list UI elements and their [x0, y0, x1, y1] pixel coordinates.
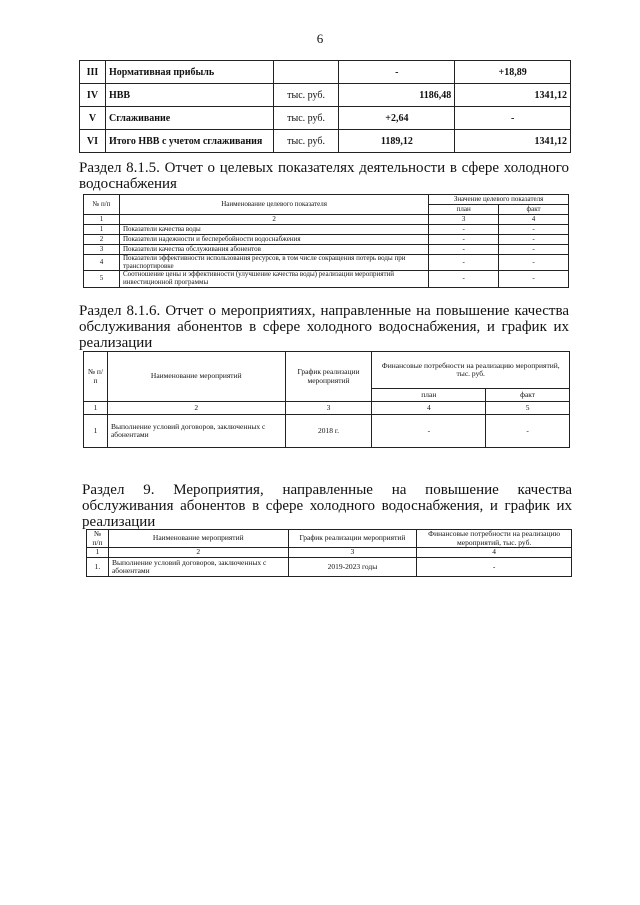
row-value-2: +18,89 [455, 61, 571, 84]
index-cell: 1 [84, 402, 108, 415]
row-number: III [80, 61, 106, 84]
header-schedule: График реализации мероприятий [285, 352, 372, 402]
row-name: Выполнение условий договоров, заключенных с абонентами [107, 415, 285, 448]
row-fact: - [499, 235, 569, 245]
row-fact: - [486, 415, 570, 448]
section-9-heading: Раздел 9. Мероприятия, направленные на повышение качества обслуживания абонентов в сфере холодного водоснабжения, и график их реализации [82, 482, 572, 530]
row-number: 1 [84, 415, 108, 448]
table-row [84, 235, 569, 245]
row-number: 4 [84, 255, 120, 271]
header-value: Значение целевого показателя [429, 195, 569, 205]
header-plan: план [429, 205, 499, 215]
index-cell: 4 [499, 215, 569, 225]
index-cell: 2 [119, 215, 428, 225]
row-fact: - [499, 271, 569, 287]
index-cell: 3 [288, 548, 417, 558]
index-cell: 1 [87, 548, 109, 558]
row-plan: - [429, 271, 499, 287]
row-plan: - [429, 245, 499, 255]
row-plan: - [429, 225, 499, 235]
table-row [84, 245, 569, 255]
index-cell: 1 [84, 215, 120, 225]
row-schedule: 2018 г. [285, 415, 372, 448]
row-name: Показатели качества воды [119, 225, 428, 235]
row-plan: - [429, 235, 499, 245]
row-unit: тыс. руб. [273, 130, 339, 153]
row-value-1: +2,64 [339, 107, 455, 130]
row-number: 3 [84, 245, 120, 255]
row-name: Сглаживание [105, 107, 273, 130]
header-plan: план [372, 389, 486, 402]
index-cell: 4 [372, 402, 486, 415]
header-fact: факт [499, 205, 569, 215]
row-number: V [80, 107, 106, 130]
index-cell: 3 [429, 215, 499, 225]
index-cell: 4 [417, 548, 572, 558]
row-value-2: 1341,12 [455, 130, 571, 153]
table-row [80, 130, 571, 153]
activities-report-table [83, 351, 570, 448]
header-name: Наименование мероприятий [107, 352, 285, 402]
row-plan: - [429, 255, 499, 271]
table-row [84, 255, 569, 271]
header-num: № п/п [84, 352, 108, 402]
index-cell: 5 [486, 402, 570, 415]
row-name: Показатели надежности и бесперебойности водоснабжения [119, 235, 428, 245]
table-row [80, 107, 571, 130]
index-cell: 2 [108, 548, 288, 558]
row-name: Выполнение условий договоров, заключенных с абонентами [108, 558, 288, 577]
index-row [87, 548, 572, 558]
row-fact: - [499, 225, 569, 235]
header-name: Наименование мероприятий [108, 530, 288, 548]
row-schedule: 2019-2023 годы [288, 558, 417, 577]
row-value-1: 1186,48 [339, 84, 455, 107]
row-number: 5 [84, 271, 120, 287]
row-plan: - [372, 415, 486, 448]
row-name: Показатели качества обслуживания абонентов [119, 245, 428, 255]
row-name: НВВ [105, 84, 273, 107]
header-finance: Финансовые потребности на реализацию мероприятий, тыс. руб. [417, 530, 572, 548]
row-fact: - [499, 255, 569, 271]
index-row [84, 215, 569, 225]
table-row [84, 271, 569, 287]
row-unit: тыс. руб. [273, 84, 339, 107]
planned-activities-table [86, 529, 572, 577]
section-815-heading: Раздел 8.1.5. Отчет о целевых показателях деятельности в сфере холодного водоснабжения [79, 160, 569, 192]
table-row [84, 225, 569, 235]
row-name: Итого НВВ с учетом сглаживания [105, 130, 273, 153]
target-indicators-table [83, 194, 569, 288]
row-value-2: - [455, 107, 571, 130]
row-value-1: - [339, 61, 455, 84]
index-cell: 2 [107, 402, 285, 415]
row-unit: тыс. руб. [273, 107, 339, 130]
row-value-2: 1341,12 [455, 84, 571, 107]
row-number: 1. [87, 558, 109, 577]
index-cell: 3 [285, 402, 372, 415]
header-num: № п/п [87, 530, 109, 548]
nvv-table [79, 60, 571, 153]
row-finance: - [417, 558, 572, 577]
page-number: 6 [316, 31, 324, 46]
header-num: № п/п [84, 195, 120, 215]
row-name: Соотношение цены и эффективности (улучшение качества воды) реализации мероприятий инвестиционной программы [119, 271, 428, 287]
table-row [80, 84, 571, 107]
header-schedule: График реализации мероприятий [288, 530, 417, 548]
index-row [84, 402, 570, 415]
table-row [80, 61, 571, 84]
header-fact: факт [486, 389, 570, 402]
section-816-heading: Раздел 8.1.6. Отчет о мероприятиях, направленные на повышение качества обслуживания абонентов в сфере холодного водоснабжения, и график их реализации [79, 303, 569, 351]
row-name: Нормативная прибыль [105, 61, 273, 84]
table-row [84, 415, 570, 448]
row-number: IV [80, 84, 106, 107]
row-value-1: 1189,12 [339, 130, 455, 153]
header-name: Наименование целевого показателя [119, 195, 428, 215]
row-unit [273, 61, 339, 84]
row-name: Показатели эффективности использования ресурсов, в том числе сокращения потерь воды при транспортировке [119, 255, 428, 271]
row-number: 2 [84, 235, 120, 245]
table-row [87, 558, 572, 577]
header-finance: Финансовые потребности на реализацию мероприятий, тыс. руб. [372, 352, 570, 389]
row-number: 1 [84, 225, 120, 235]
row-number: VI [80, 130, 106, 153]
row-fact: - [499, 245, 569, 255]
